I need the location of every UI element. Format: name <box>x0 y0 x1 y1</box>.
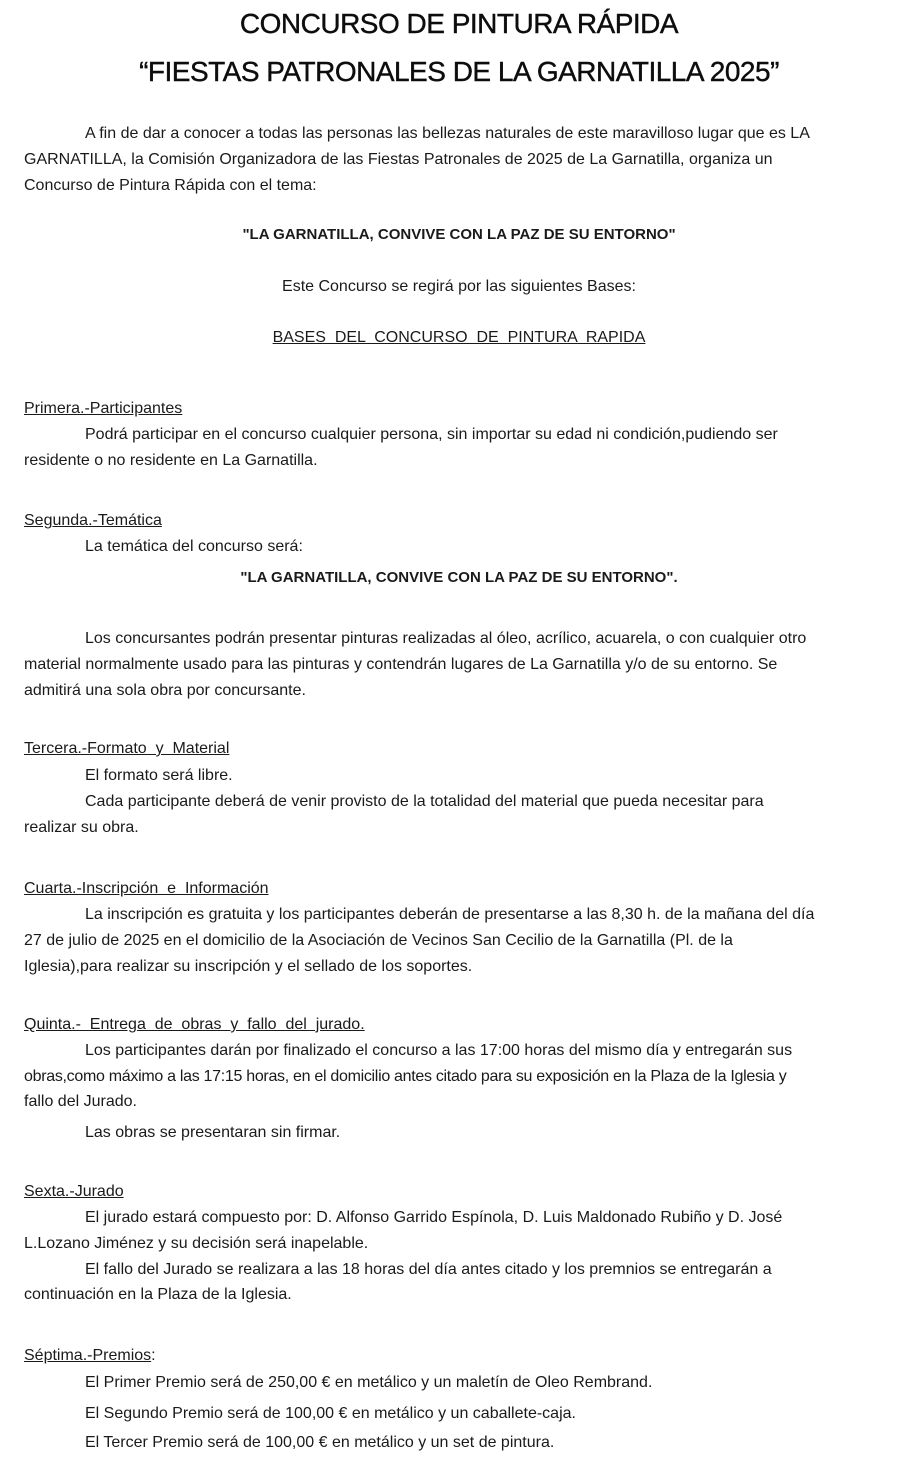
segunda-para-line-1: Los concursantes podrán presentar pinturas realizadas al óleo, acrílico, acuarela, o con cualquier otro <box>85 630 807 647</box>
quinta-line-4: Las obras se presentaran sin firmar. <box>85 1124 341 1141</box>
quinta-line-2: obras,como máximo a las 17:15 horas, en el domicilio antes citado para su exposición en la Plaza de la Iglesia y <box>24 1068 787 1085</box>
section-heading-sexta: Sexta.-Jurado <box>24 1183 124 1200</box>
tercera-line-1: El formato será libre. <box>85 767 233 784</box>
section-heading-quinta: Quinta.- Entrega de obras y fallo del jurado. <box>24 1016 365 1033</box>
tercera-line-3: realizar su obra. <box>24 819 139 836</box>
tercera-line-2: Cada participante deberá de venir provisto de la totalidad del material que pueda necesitar para <box>85 793 764 810</box>
septima-heading-row <box>24 1346 914 1366</box>
intro-theme: "LA GARNATILLA, CONVIVE CON LA PAZ DE SU ENTORNO" <box>242 226 676 243</box>
sexta-line-3: El fallo del Jurado se realizara a las 18 horas del día antes citado y los premnios se entregarán a <box>85 1261 772 1278</box>
title-line-1: CONCURSO DE PINTURA RÁPIDA <box>239 8 679 39</box>
premio-primero: El Primer Premio será de 250,00 € en metálico y un maletín de Oleo Rembrand. <box>85 1374 653 1391</box>
segunda-para-line-3: admitirá una sola obra por concursante. <box>24 682 306 699</box>
intro-line-3: Concurso de Pintura Rápida con el tema: <box>24 177 317 194</box>
quinta-line-1: Los participantes darán por finalizado el concurso a las 17:00 horas del mismo día y entregarán sus <box>85 1042 793 1059</box>
section-heading-cuarta: Cuarta.-Inscripción e Información <box>24 880 269 897</box>
title-line-2: “FIESTAS PATRONALES DE LA GARNATILLA 2025” <box>139 56 779 87</box>
segunda-para-line-2: material normalmente usado para las pinturas y contendrán lugares de La Garnatilla y/o de su entorno. Se <box>24 656 778 673</box>
section-heading-septima: Séptima.-Premios <box>24 1347 152 1364</box>
intro-line-2: GARNATILLA, la Comisión Organizadora de las Fiestas Patronales de 2025 de La Garnatilla, organiza un <box>24 151 773 168</box>
intro-line-1: A fin de dar a conocer a todas las personas las bellezas naturales de este maravilloso lugar que es LA <box>85 125 810 142</box>
sexta-line-1: El jurado estará compuesto por: D. Alfonso Garrido Espínola, D. Luis Maldonado Rubiño y D. José <box>85 1209 783 1226</box>
cuarta-line-3: Iglesia),para realizar su inscripción y el sellado de los soportes. <box>24 958 473 975</box>
primera-line-2: residente o no residente en La Garnatilla. <box>24 452 318 469</box>
section-heading-segunda: Segunda.-Temática <box>24 512 162 529</box>
primera-line-1: Podrá participar en el concurso cualquier persona, sin importar su edad ni condición,pudiendo ser <box>85 426 778 443</box>
septima-heading-colon: : <box>151 1347 156 1364</box>
segunda-line-1: La temática del concurso será: <box>85 538 303 555</box>
cuarta-line-1: La inscripción es gratuita y los participantes deberán de presentarse a las 8,30 h. de la mañana del día <box>85 906 815 923</box>
premio-segundo: El Segundo Premio será de 100,00 € en metálico y un caballete-caja. <box>85 1405 576 1422</box>
segunda-theme: "LA GARNATILLA, CONVIVE CON LA PAZ DE SU ENTORNO". <box>240 569 678 586</box>
quinta-line-3: fallo del Jurado. <box>24 1093 137 1110</box>
bases-heading: BASES DEL CONCURSO DE PINTURA RAPIDA <box>272 329 646 346</box>
section-heading-primera: Primera.-Participantes <box>24 400 183 417</box>
sexta-line-2: L.Lozano Jiménez y su decisión será inapelable. <box>24 1235 369 1252</box>
cuarta-line-2: 27 de julio de 2025 en el domicilio de la Asociación de Vecinos San Cecilio de la Garnatilla (Pl. de la <box>24 932 733 949</box>
premio-tercero: El Tercer Premio será de 100,00 € en metálico y un set de pintura. <box>85 1434 555 1451</box>
rules-intro: Este Concurso se regirá por las siguientes Bases: <box>282 278 636 295</box>
sexta-line-4: continuación en la Plaza de la Iglesia. <box>24 1286 292 1303</box>
section-heading-tercera: Tercera.-Formato y Material <box>24 740 230 757</box>
